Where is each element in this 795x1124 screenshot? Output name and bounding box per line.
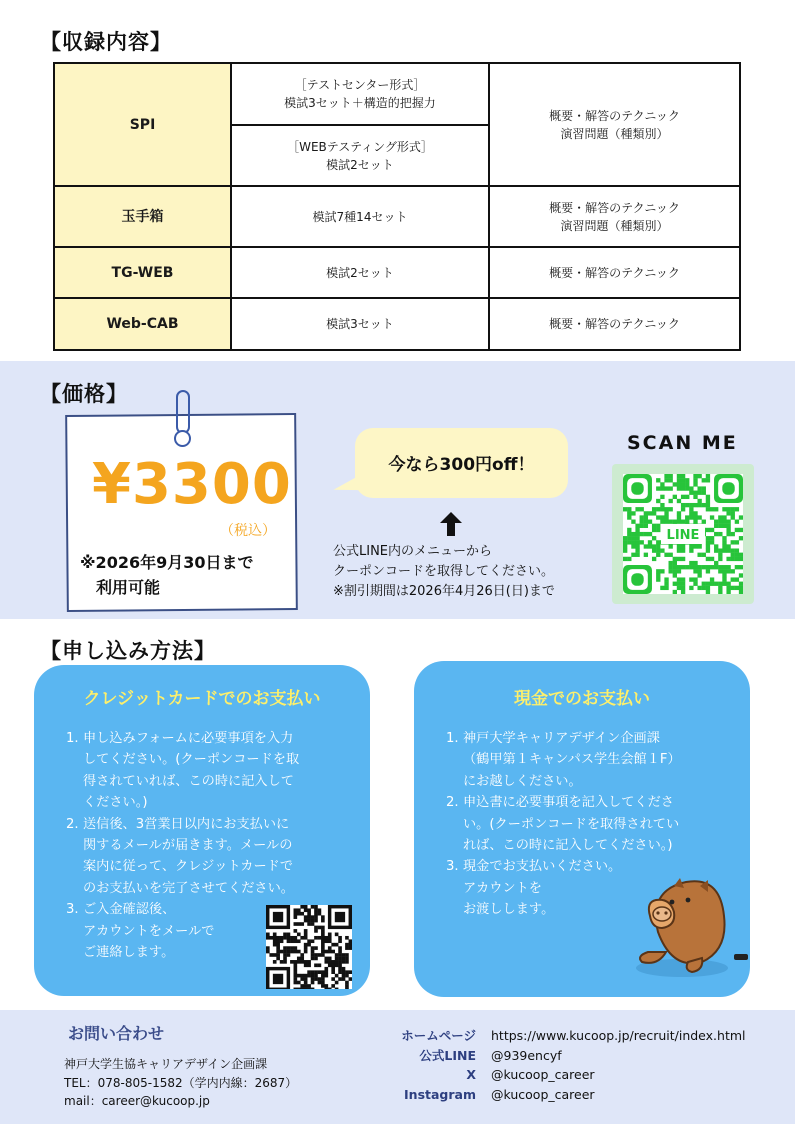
cash-title: 現金でのお支払い xyxy=(514,689,650,709)
form-qr-code[interactable] xyxy=(266,905,352,989)
step-number: 3. xyxy=(446,859,459,875)
table-cell-extra-text: 概要・解答のテクニック 演習問題（種類別） xyxy=(549,108,680,141)
instagram-handle[interactable]: @kucoop_career xyxy=(491,1086,595,1102)
price-tax-note: （税込） xyxy=(220,523,276,539)
contact-title: お問い合わせ xyxy=(68,1024,165,1043)
sns-label-x: X xyxy=(466,1067,476,1082)
credit-card-title: クレジットカードでのお支払い xyxy=(83,689,321,709)
table-cell-category: 玉手箱 xyxy=(54,186,231,247)
table-cell-format-text: ［WEBテスティング形式］ 模試2セット xyxy=(287,139,433,172)
apply-heading: 【申し込み方法】 xyxy=(40,639,216,663)
line-qr-code[interactable] xyxy=(623,474,743,594)
table-cell-format-text: ［テストセンター形式］ 模試3セット＋構造的把握力 xyxy=(284,78,436,110)
credit-step xyxy=(66,814,356,900)
step-number: 2. xyxy=(66,816,79,832)
contents-heading: 【収録内容】 xyxy=(40,30,172,54)
contents-table xyxy=(53,62,741,351)
table-cell-extra-text: 概要・解答のテクニック 演習問題（種類別） xyxy=(549,200,680,233)
table-cell-format xyxy=(231,63,489,125)
x-handle[interactable]: @kucoop_career xyxy=(491,1067,595,1082)
line-qr-icon xyxy=(623,474,743,594)
step-text: 申し込みフォームに必要事項を入力 してください。(クーポンコードを取 得されていれば、この時に記入して ください。) xyxy=(83,731,300,811)
table-cell-category: TG-WEB xyxy=(54,247,231,298)
price-heading: 【価格】 xyxy=(40,382,128,406)
step-text: 神戸大学キャリアデザイン企画課 （鶴甲第１キャンパス学生会館１F） にお越しください。 xyxy=(463,731,681,789)
tag-string-icon xyxy=(176,390,190,434)
sns-values xyxy=(491,1026,746,1104)
contact-mail[interactable]: mail：career@kucoop.jp xyxy=(64,1094,210,1108)
sns-label-line: 公式LINE xyxy=(419,1047,476,1063)
sns-label-homepage: ホームページ xyxy=(401,1028,476,1043)
arrow-up-icon xyxy=(440,512,462,536)
sns-labels xyxy=(380,1026,476,1104)
credit-step xyxy=(66,728,356,814)
form-qr-icon xyxy=(266,905,352,989)
step-number: 1. xyxy=(66,731,79,746)
cash-step xyxy=(446,792,736,856)
contact-tel: TEL：078-805-1582（学内内線：2687） xyxy=(64,1075,298,1090)
table-cell-extra xyxy=(489,63,740,186)
table-cell-extra: 概要・解答のテクニック xyxy=(489,247,740,298)
price-valid-until xyxy=(80,550,254,600)
price-amount: ¥3300 xyxy=(92,452,292,517)
discount-text: 今なら300円off！ xyxy=(388,455,535,475)
table-cell-extra: 概要・解答のテクニック xyxy=(489,298,740,350)
step-number: 1. xyxy=(446,731,459,746)
coupon-note-text: 公式LINE内のメニューから クーポンコードを取得してください。 ※割引期間は2026年4月26日(日)まで xyxy=(333,544,555,599)
table-cell-format: 模試3セット xyxy=(231,298,489,350)
boar-mascot-icon xyxy=(628,872,752,980)
step-text: ご入金確認後、 アカウントをメールで ご連絡します。 xyxy=(83,902,215,961)
table-cell-format xyxy=(231,125,489,186)
step-text: 現金でお支払いください。 アカウントを お渡しします。 xyxy=(463,859,622,918)
sns-label-instagram: Instagram xyxy=(404,1086,476,1102)
homepage-link[interactable]: https://www.kucoop.jp/recruit/index.html xyxy=(491,1028,746,1043)
table-cell-format: 模試7種14セット xyxy=(231,186,489,247)
qr-line-label: LINE xyxy=(666,528,700,543)
table-cell-format: 模試2セット xyxy=(231,247,489,298)
table-cell-category: SPI xyxy=(54,63,231,186)
step-text: 申込書に必要事項を記入してくださ い。(クーポンコードを取得されてい れば、この時に記入してください。) xyxy=(463,795,680,854)
cash-step xyxy=(446,728,736,792)
tag-hole-icon xyxy=(174,430,191,447)
step-text: 送信後、3営業日以内にお支払いに 関するメールが届きます。メールの 案内に従って、クレジットカードで のお支払いを完了させてください。 xyxy=(83,816,294,896)
coupon-note xyxy=(333,542,555,602)
line-id[interactable]: @939encyf xyxy=(491,1047,562,1063)
table-cell-category: Web-CAB xyxy=(54,298,231,350)
step-number: 2. xyxy=(446,795,459,811)
price-valid-until-text: ※2026年9月30日まで 利用可能 xyxy=(80,553,254,597)
table-cell-extra xyxy=(489,186,740,247)
scan-me-label: SCAN ME xyxy=(627,432,738,454)
contact-details xyxy=(64,1055,297,1111)
step-number: 3. xyxy=(66,902,79,918)
contact-org: 神戸大学生協キャリアデザイン企画課 xyxy=(64,1057,268,1071)
